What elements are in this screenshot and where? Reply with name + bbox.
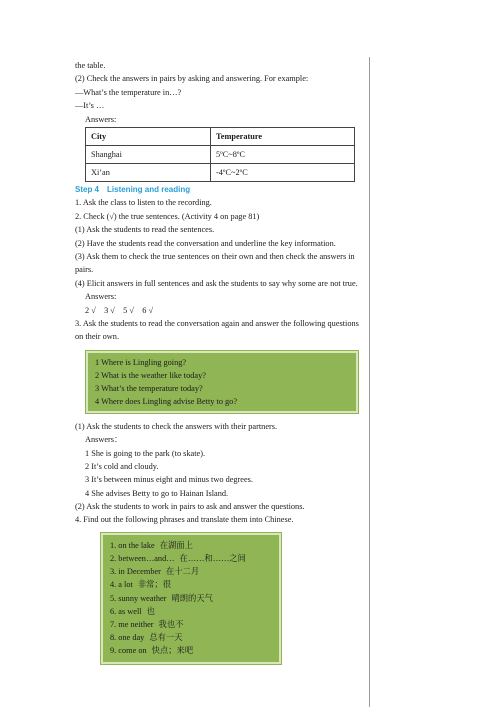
table-row xyxy=(86,145,355,163)
intro-line: the table. xyxy=(75,61,106,70)
phrase-english: 1. on the lake xyxy=(110,540,155,550)
phrase-item xyxy=(110,592,272,605)
phrases-box xyxy=(101,533,281,664)
instruction-line: 3. Ask the students to read the conversation again and answer the following questions on their own. xyxy=(75,318,359,342)
instruction-line: 1. Ask the class to listen to the recording. xyxy=(75,198,212,208)
phrase-english: 6. as well xyxy=(110,606,142,616)
step-heading: Step 4 Listening and reading xyxy=(75,184,191,194)
table-header-cell: City xyxy=(86,127,211,145)
answers-label: Answers： xyxy=(85,435,123,445)
instruction-line: (2) Have the students read the conversation and underline the key information. xyxy=(75,238,336,248)
table-header-cell: Temperature xyxy=(211,127,355,145)
intro-line: —It’s … xyxy=(75,101,105,111)
instruction-line: (1) Ask the students to read the sentences. xyxy=(75,225,215,235)
instruction-line: 4. Find out the following phrases and translate them into Chinese. xyxy=(75,515,294,525)
table-cell: Xi’an xyxy=(86,163,211,181)
question-item: 3 What’s the temperature today? xyxy=(95,383,203,393)
phrase-item xyxy=(110,605,272,618)
phrase-chinese: 在湖面上 xyxy=(159,540,193,550)
phrase-item xyxy=(110,631,272,644)
phrase-chinese: 在十二月 xyxy=(165,567,200,577)
phrase-english: 9. come on xyxy=(110,646,147,656)
phrase-item xyxy=(110,539,272,552)
question-item: 4 Where does Lingling advise Betty to go? xyxy=(95,396,238,406)
instruction-line: 2. Check (√) the true sentences. (Activity 4 on page 81) xyxy=(75,211,260,221)
intro-line: (2) Check the answers in pairs by asking and answering. For example: xyxy=(75,74,309,84)
answer-item: 4 She advises Betty to go to Hainan Island. xyxy=(85,488,229,498)
phrase-chinese: 也 xyxy=(146,606,155,616)
temperature-table xyxy=(85,127,355,182)
phrase-item xyxy=(110,644,272,657)
table-header-row xyxy=(86,127,355,145)
answers-label: Answers: xyxy=(85,114,117,124)
phrase-item xyxy=(110,578,272,591)
answer-item: 1 She is going to the park (to skate). xyxy=(85,448,206,458)
question-item: 2 What is the weather like today? xyxy=(95,370,206,380)
phrase-chinese: 在……和……之间 xyxy=(179,554,246,564)
table-cell: -4ºC~2ºC xyxy=(211,163,355,181)
phrase-english: 8. one day xyxy=(110,633,145,643)
answers-checks: 2 √ 3 √ 5 √ 6 √ xyxy=(85,305,153,315)
answers-label: Answers: xyxy=(85,292,117,302)
phrase-english: 5. sunny weather xyxy=(110,593,167,603)
instruction-line: (2) Ask the students to work in pairs to ask and answer the questions. xyxy=(75,502,305,512)
answer-item: 3 It’s between minus eight and minus two degrees. xyxy=(85,475,253,485)
phrase-item xyxy=(110,552,272,565)
table-cell: Shanghai xyxy=(86,145,211,163)
question-item: 1 Where is Lingling going? xyxy=(95,357,187,367)
intro-line: —What’s the temperature in…? xyxy=(75,87,182,97)
instruction-line: (1) Ask the students to check the answers with their partners. xyxy=(75,421,278,431)
phrase-chinese: 非常；很 xyxy=(137,580,172,590)
phrase-chinese: 快点；来吧 xyxy=(151,646,194,656)
phrase-english: 2. between…and… xyxy=(110,554,175,564)
phrase-item xyxy=(110,565,272,578)
instruction-line: (4) Elicit answers in full sentences and ask the students to say why some are not true. xyxy=(75,278,358,288)
table-row xyxy=(86,163,355,181)
phrase-english: 7. me neither xyxy=(110,619,154,629)
phrase-chinese: 总有一天 xyxy=(149,633,183,643)
phrase-english: 4. a lot xyxy=(110,580,133,590)
instruction-line: (3) Ask them to check the true sentences on their own and then check the answers in pairs. xyxy=(75,251,355,275)
answer-item: 2 It’s cold and cloudy. xyxy=(85,461,159,471)
phrase-item xyxy=(110,618,272,631)
phrase-chinese: 晴朗的天气 xyxy=(171,593,213,603)
questions-box xyxy=(86,351,358,413)
table-cell: 5ºC~8ºC xyxy=(211,145,355,163)
phrase-chinese: 我也不 xyxy=(158,619,184,629)
phrase-english: 3. in December xyxy=(110,567,161,577)
margin-rule xyxy=(369,57,370,707)
lesson-content xyxy=(75,59,365,664)
